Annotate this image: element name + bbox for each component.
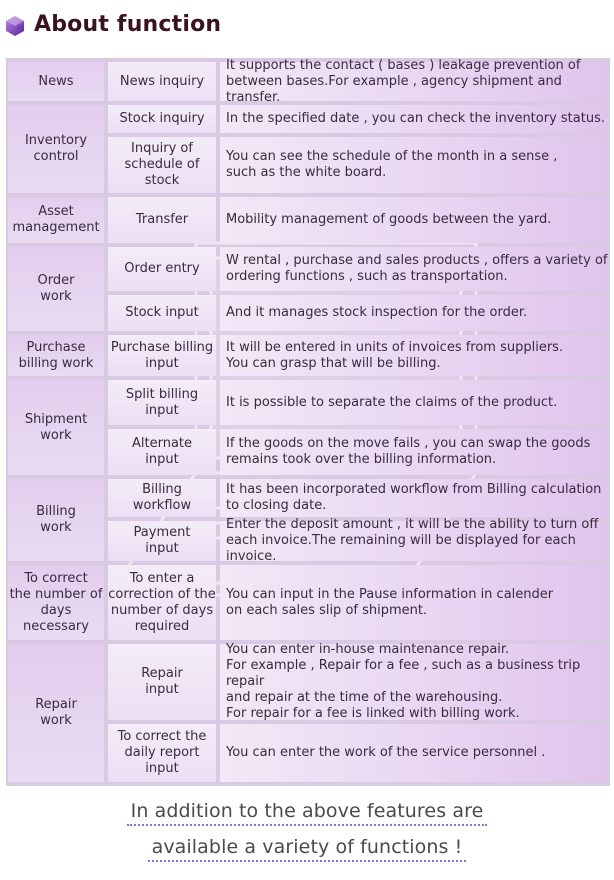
description-alternate-input: If the goods on the move fails , you can swap the goods remains took over the billing information. [220, 429, 608, 475]
description-stock-inquiry: In the specified date , you can check the inventory status. [220, 105, 608, 133]
function-table [6, 58, 610, 786]
category-news: News [8, 62, 104, 101]
feature-schedule-of-stock: Inquiry of schedule of stock [108, 137, 216, 193]
feature-split-billing-input: Split billing input [108, 380, 216, 425]
category-billing-work: Billing work [8, 479, 104, 561]
feature-stock-inquiry: Stock inquiry [108, 105, 216, 133]
category-asset-management: Asset management [8, 197, 104, 243]
feature-payment-input: Payment input [108, 521, 216, 561]
page-title: About function [34, 12, 222, 37]
category-days-correction: To correct the number of days necessary [8, 565, 104, 640]
feature-billing-workflow: Billing workflow [108, 479, 216, 517]
feature-days-correction: To enter a correction of the number of days required [108, 565, 216, 640]
description-order-entry: W rental , purchase and sales products , offers a variety of ordering functions , such as transportation. [220, 247, 608, 291]
description-stock-input: And it manages stock inspection for the order. [220, 295, 608, 331]
description-billing-workflow: It has been incorporated workflow from Billing calculation to closing date. [220, 479, 608, 517]
footer-note-line-1: In addition to the above features are [0, 800, 614, 826]
category-purchase-billing-work: Purchase billing work [8, 335, 104, 376]
feature-repair-input: Repair input [108, 644, 216, 720]
description-payment-input: Enter the deposit amount , it will be the ability to turn off each invoice.The remaining will be displayed for each invoice. [220, 521, 608, 561]
description-transfer: Mobility management of goods between the yard. [220, 197, 608, 243]
description-purchase-billing-input: It will be entered in units of invoices from suppliers. You can grasp that will be billing. [220, 335, 608, 376]
footer-note-line-2: available a variety of functions ! [0, 836, 614, 862]
description-days-correction: You can input in the Pause information in calender on each sales slip of shipment. [220, 565, 608, 640]
feature-alternate-input: Alternate input [108, 429, 216, 475]
description-split-billing-input: It is possible to separate the claims of the product. [220, 380, 608, 425]
category-repair-work: Repair work [8, 644, 104, 782]
description-schedule-of-stock: You can see the schedule of the month in a sense , such as the white board. [220, 137, 608, 193]
category-inventory-control: Inventory control [8, 105, 104, 193]
hexagon-icon [4, 15, 26, 37]
feature-purchase-billing-input: Purchase billing input [108, 335, 216, 376]
feature-order-entry: Order entry [108, 247, 216, 291]
feature-daily-report-input: To correct the daily report input [108, 724, 216, 782]
description-news-inquiry: It supports the contact ( bases ) leakage prevention of between bases.For example , agency shipment and transfer. [220, 62, 608, 101]
description-daily-report-input: You can enter the work of the service personnel . [220, 724, 608, 782]
description-repair-input: You can enter in-house maintenance repair. For example , Repair for a fee , such as a business trip repair and repair at the time of the warehousing. For repair for a fee is linked with billing work. [220, 644, 608, 720]
page-header [0, 0, 614, 58]
category-order-work: Order work [8, 247, 104, 331]
category-shipment-work: Shipment work [8, 380, 104, 475]
feature-transfer: Transfer [108, 197, 216, 243]
feature-news-inquiry: News inquiry [108, 62, 216, 101]
feature-stock-input: Stock input [108, 295, 216, 331]
